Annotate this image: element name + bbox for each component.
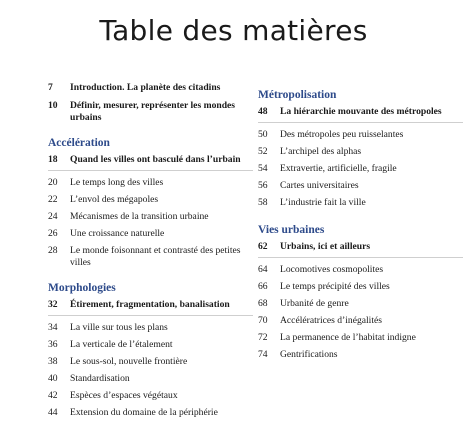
divider	[48, 315, 253, 316]
page-number: 74	[258, 349, 268, 360]
toc-entry[interactable]	[48, 194, 253, 206]
toc-entry[interactable]	[48, 211, 253, 223]
toc-entry[interactable]	[48, 390, 253, 402]
toc-entry[interactable]	[48, 177, 253, 189]
entry-label: Locomotives cosmopolites	[280, 264, 384, 275]
page-number: 28	[48, 245, 58, 256]
toc-entry[interactable]	[258, 129, 463, 141]
section-heading-morphologies: Morphologies	[48, 282, 116, 294]
toc-entry[interactable]	[258, 349, 463, 361]
toc-entry[interactable]	[258, 106, 463, 118]
entry-label: Des métropoles peu ruisselantes	[280, 129, 404, 140]
page-number: 58	[258, 197, 268, 208]
toc-entry[interactable]	[258, 241, 463, 253]
entry-label: Le temps long des villes	[70, 177, 164, 188]
toc-entry[interactable]	[48, 407, 253, 419]
toc-right-column	[258, 88, 463, 366]
page-number: 66	[258, 281, 268, 292]
toc-entry[interactable]	[48, 228, 253, 240]
page-number: 38	[48, 356, 58, 367]
section-heading-vies-urbaines: Vies urbaines	[258, 224, 325, 236]
page-number: 54	[258, 163, 268, 174]
entry-label: Mécanismes de la transition urbaine	[70, 211, 209, 222]
toc-entry[interactable]	[48, 100, 253, 124]
entry-label: Une croissance naturelle	[70, 228, 165, 239]
toc-entry[interactable]	[258, 281, 463, 293]
entry-label: La ville sur tous les plans	[70, 322, 168, 333]
page-number: 62	[258, 241, 268, 252]
toc-entry[interactable]	[258, 180, 463, 192]
page-number: 44	[48, 407, 58, 418]
entry-label: Standardisation	[70, 373, 130, 384]
toc-entry[interactable]	[258, 163, 463, 175]
page-number: 22	[48, 194, 58, 205]
page-number: 68	[258, 298, 268, 309]
page-number: 72	[258, 332, 268, 343]
page-number: 10	[48, 100, 58, 111]
page-number: 70	[258, 315, 268, 326]
page-number: 50	[258, 129, 268, 140]
entry-label: Étirement, fragmentation, banalisation	[70, 299, 230, 310]
entry-label: Le sous-sol, nouvelle frontière	[70, 356, 188, 367]
divider	[48, 170, 253, 171]
entry-label: Extravertie, artificielle, fragile	[280, 163, 397, 174]
entry-label: La verticale de l’étalement	[70, 339, 173, 350]
toc-entry[interactable]	[48, 322, 253, 334]
page-number: 7	[48, 82, 53, 93]
toc-entry[interactable]	[258, 332, 463, 344]
page-number: 56	[258, 180, 268, 191]
entry-label: Cartes universitaires	[280, 180, 359, 191]
entry-label: Quand les villes ont basculé dans l’urbain	[70, 154, 241, 165]
page-number: 32	[48, 299, 58, 310]
page-number: 20	[48, 177, 58, 188]
entry-label: L’envol des mégapoles	[70, 194, 159, 205]
section-heading-metropolisation: Métropolisation	[258, 89, 337, 101]
toc-entry[interactable]	[48, 154, 253, 166]
toc-entry[interactable]	[48, 373, 253, 385]
page-number: 64	[258, 264, 268, 275]
page-number: 34	[48, 322, 58, 333]
toc-entry[interactable]	[48, 82, 253, 94]
toc-left-column	[48, 82, 253, 424]
entry-label: Urbains, ici et ailleurs	[280, 241, 371, 252]
entry-label: Extension du domaine de la périphérie	[70, 407, 218, 418]
toc-entry[interactable]	[258, 197, 463, 209]
page-number: 24	[48, 211, 58, 222]
entry-label: Introduction. La planète des citadins	[70, 82, 221, 93]
divider	[258, 122, 463, 123]
toc-entry[interactable]	[258, 146, 463, 158]
entry-label: Le temps précipité des villes	[280, 281, 390, 292]
entry-label: L’industrie fait la ville	[280, 197, 366, 208]
page-number: 36	[48, 339, 58, 350]
page-number: 40	[48, 373, 58, 384]
toc-entry[interactable]	[258, 315, 463, 327]
entry-label: Urbanité de genre	[280, 298, 349, 309]
toc-entry[interactable]	[258, 264, 463, 276]
toc-entry[interactable]	[48, 339, 253, 351]
page-number: 48	[258, 106, 268, 117]
entry-label: Gentrifications	[280, 349, 338, 360]
toc-entry[interactable]	[258, 298, 463, 310]
page-number: 18	[48, 154, 58, 165]
toc-entry[interactable]	[48, 245, 253, 269]
toc-entry[interactable]	[48, 356, 253, 368]
entry-label: L’archipel des alphas	[280, 146, 362, 157]
toc-entry[interactable]	[48, 299, 253, 311]
page-title: Table des matières	[99, 14, 368, 47]
section-heading-acceleration: Accélération	[48, 137, 110, 149]
entry-label: Le monde foisonnant et contrasté des petites villes	[70, 245, 241, 268]
page-number: 52	[258, 146, 268, 157]
entry-label: Définir, mesurer, représenter les mondes urbains	[70, 100, 236, 123]
page-number: 26	[48, 228, 58, 239]
page-number: 42	[48, 390, 58, 401]
entry-label: La hiérarchie mouvante des métropoles	[280, 106, 442, 117]
entry-label: La permanence de l’habitat indigne	[280, 332, 416, 343]
entry-label: Espèces d’espaces végétaux	[70, 390, 178, 401]
entry-label: Accélératrices d’inégalités	[280, 315, 383, 326]
divider	[258, 257, 463, 258]
